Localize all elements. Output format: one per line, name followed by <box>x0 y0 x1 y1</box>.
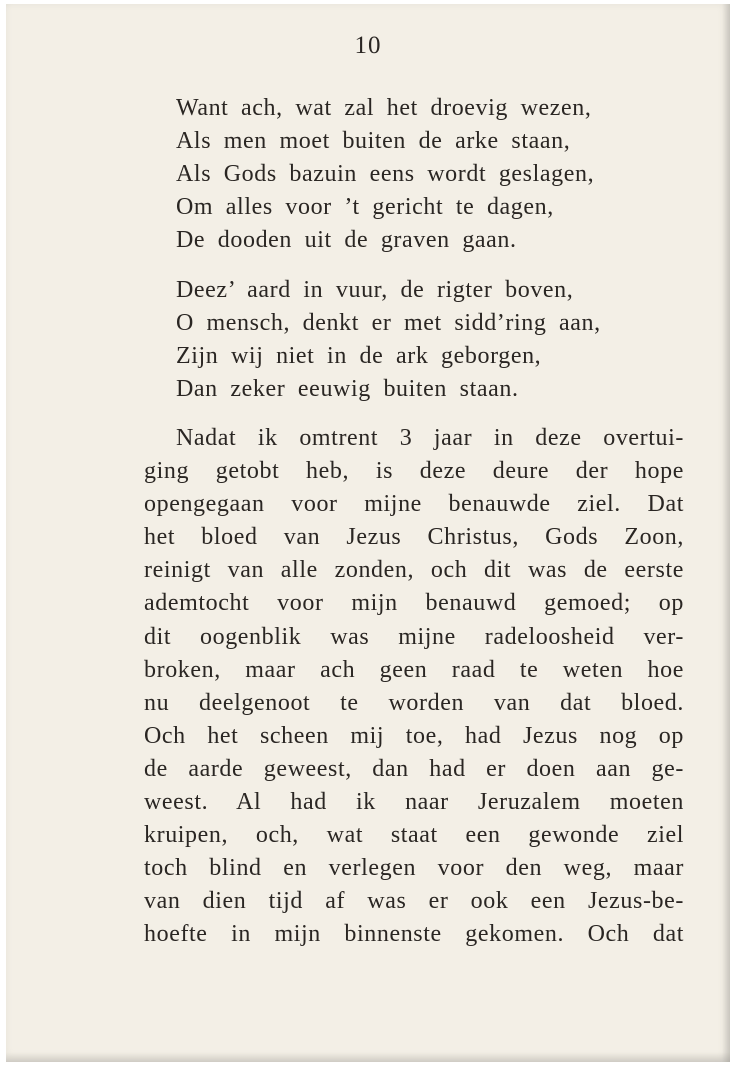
prose-line: nu deelgenoot te worden van dat bloed. <box>144 689 684 716</box>
prose-line: ademtocht voor mijn benauwd gemoed; op <box>144 590 684 617</box>
prose-line: opengegaan voor mijne benauwde ziel. Dat <box>144 491 684 518</box>
prose-line: hoefte in mijn binnenste gekomen. Och dat <box>144 921 684 948</box>
poem-line: Om alles voor ’t gericht te dagen, <box>176 194 554 220</box>
prose-line: van dien tijd af was er ook een Jezus-be- <box>144 888 684 915</box>
page-number: 10 <box>354 32 382 59</box>
prose-line: broken, maar ach geen raad te weten hoe <box>144 656 684 683</box>
prose-line: ging getobt heb, is deze deure der hope <box>144 458 684 485</box>
poem-line: O mensch, denkt er met sidd’ring aan, <box>176 310 601 336</box>
poem-line: De dooden uit de graven gaan. <box>176 227 517 253</box>
prose-line: Nadat ik omtrent 3 jaar in deze overtui- <box>176 425 684 451</box>
prose-paragraph <box>144 422 684 952</box>
poem-line: Als Gods bazuin eens wordt geslagen, <box>176 161 595 187</box>
prose-line: het bloed van Jezus Christus, Gods Zoon, <box>144 524 684 551</box>
page-edge-shadow <box>722 4 730 1062</box>
poem-stanza-2 <box>176 274 686 406</box>
prose-line: weest. Al had ik naar Jeruzalem moeten <box>144 789 684 816</box>
prose-line: Och het scheen mij toe, had Jezus nog op <box>144 722 684 749</box>
poem-line: Want ach, wat zal het droevig wezen, <box>176 95 592 121</box>
poem-line: Dan zeker eeuwig buiten staan. <box>176 376 519 402</box>
prose-line: de aarde geweest, dan had er doen aan ge- <box>144 755 684 782</box>
poem-stanza-1 <box>176 92 686 257</box>
poem-line: Zijn wij niet in de ark geborgen, <box>176 343 542 369</box>
prose-line: dit oogenblik was mijne radeloosheid ver- <box>144 623 684 650</box>
page-edge-shadow <box>6 1052 730 1062</box>
poem-line: Deez’ aard in vuur, de rigter boven, <box>176 277 574 303</box>
prose-line: reinigt van alle zonden, och dit was de eerste <box>144 557 684 584</box>
prose-line: kruipen, och, wat staat een gewonde ziel <box>144 822 684 849</box>
book-page <box>6 4 730 1062</box>
prose-line: toch blind en verlegen voor den weg, maar <box>144 855 684 882</box>
poem-line: Als men moet buiten de arke staan, <box>176 128 571 154</box>
